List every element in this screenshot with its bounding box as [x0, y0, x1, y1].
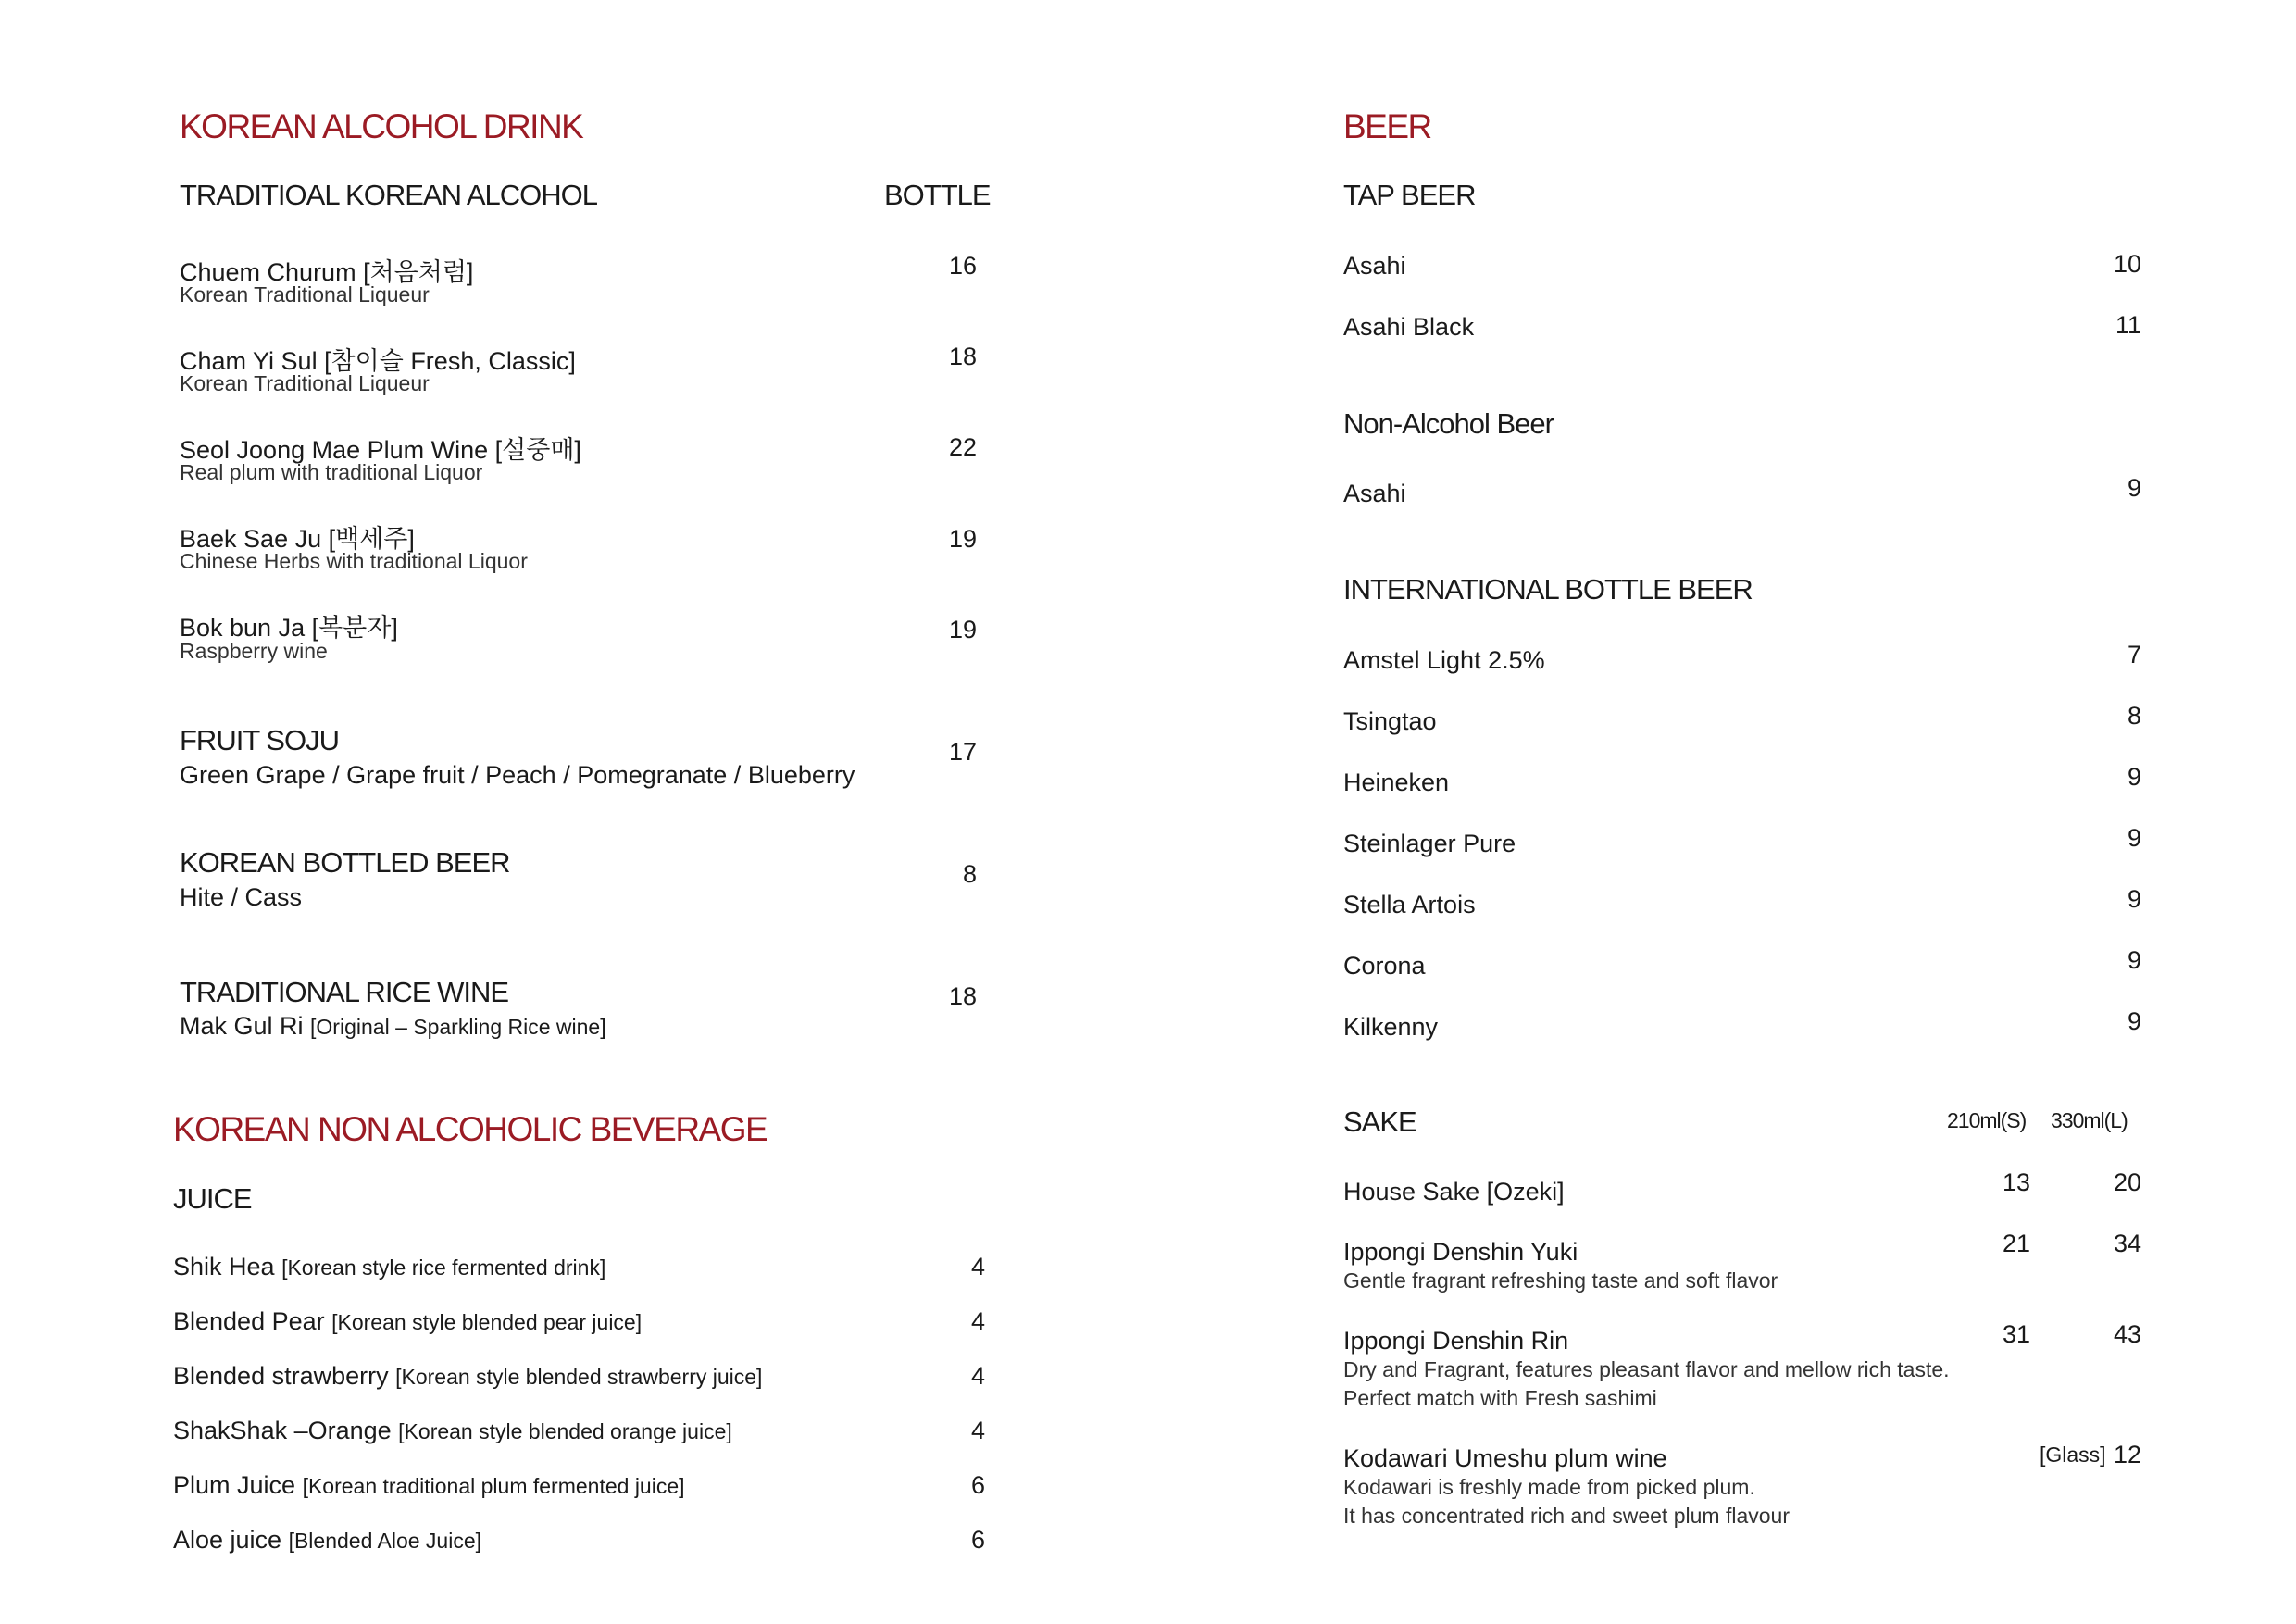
beer-item-name: Asahi Black	[1343, 313, 1475, 341]
juice-item: Plum Juice [Korean traditional plum fermented juice]	[173, 1471, 685, 1499]
beer-item-price: 9	[2127, 946, 2141, 974]
beer-item-price: 11	[2115, 311, 2141, 339]
beer-item-name: Kilkenny	[1343, 1013, 1439, 1041]
sake-col-large-label: 330ml(L)	[2051, 1108, 2128, 1132]
non-alcoholic-title: KOREAN NON ALCOHOLIC BEVERAGE	[173, 1110, 767, 1148]
beer-item-name: Asahi	[1343, 252, 1406, 280]
juice-price: 4	[970, 1362, 985, 1390]
juice-item: Aloe juice [Blended Aloe Juice]	[173, 1526, 482, 1554]
traditional-korean-alcohol-heading: TRADITIOAL KOREAN ALCOHOL	[180, 179, 598, 211]
menu-item-price: 19	[948, 525, 977, 553]
menu-item-price: 19	[948, 616, 977, 643]
juice-price: 4	[970, 1417, 985, 1444]
korean-bottled-beer-desc: Hite / Cass	[180, 883, 303, 911]
juice-price: 6	[970, 1471, 985, 1499]
sake-item-name: House Sake [Ozeki]	[1343, 1178, 1565, 1206]
non-alcohol-beer-heading: Non-Alcohol Beer	[1343, 407, 1554, 440]
menu-item-name: Chuem Churum [처음처럼]	[180, 258, 474, 286]
sake-price-large: 20	[2113, 1168, 2141, 1196]
tap-beer-heading: TAP BEER	[1343, 179, 1476, 211]
fruit-soju-heading: FRUIT SOJU	[180, 724, 339, 756]
sake-price-large: 43	[2113, 1320, 2141, 1348]
bottle-column-label: BOTTLE	[884, 179, 991, 211]
beer-item-price: 9	[2127, 763, 2141, 791]
international-bottle-beer-heading: INTERNATIONAL BOTTLE BEER	[1343, 573, 1753, 606]
beer-item-name: Heineken	[1343, 768, 1450, 796]
fruit-soju-desc: Green Grape / Grape fruit / Peach / Pomegranate / Blueberry	[180, 761, 855, 789]
menu-item-desc: Korean Traditional Liqueur	[180, 371, 430, 395]
beer-item-name: Asahi	[1343, 480, 1406, 507]
menu-item-name: Cham Yi Sul [참이슬 Fresh, Classic]	[180, 347, 576, 375]
sake-heading: SAKE	[1343, 1106, 1416, 1138]
menu-item-desc: Chinese Herbs with traditional Liquor	[180, 549, 528, 573]
umeshu-name: Kodawari Umeshu plum wine	[1343, 1444, 1667, 1472]
menu-item-desc: Raspberry wine	[180, 639, 328, 663]
sake-item-name: Ippongi Denshin Rin	[1343, 1327, 1569, 1355]
traditional-rice-wine-heading: TRADITIONAL RICE WINE	[180, 976, 509, 1008]
juice-price: 6	[970, 1526, 985, 1554]
sake-item-desc: Perfect match with Fresh sashimi	[1343, 1386, 1657, 1410]
sake-item-desc: Gentle fragrant refreshing taste and soft flavor	[1343, 1268, 1778, 1293]
menu-item-name: Bok bun Ja [복분자]	[180, 614, 398, 642]
sake-price-small: 13	[2002, 1168, 2030, 1196]
juice-item: Blended strawberry [Korean style blended strawberry juice]	[173, 1362, 763, 1390]
korean-bottled-beer-heading: KOREAN BOTTLED BEER	[180, 846, 510, 879]
sake-item-name: Ippongi Denshin Yuki	[1343, 1238, 1578, 1266]
menu-item-name: Seol Joong Mae Plum Wine [설중매]	[180, 436, 581, 464]
menu-item-price: 22	[948, 433, 977, 461]
sake-price-small: 21	[2002, 1230, 2030, 1257]
umeshu-desc: Kodawari is freshly made from picked plum.	[1343, 1475, 1755, 1499]
beer-item-name: Amstel Light 2.5%	[1343, 646, 1545, 674]
beer-item-price: 10	[2113, 250, 2141, 278]
umeshu-desc: It has concentrated rich and sweet plum flavour	[1343, 1504, 1790, 1528]
fruit-soju-price: 17	[948, 738, 977, 766]
menu-item-name: Baek Sae Ju [백세주]	[180, 525, 415, 553]
beer-item-name: Tsingtao	[1343, 707, 1437, 735]
beer-item-name: Steinlager Pure	[1343, 830, 1516, 857]
beer-item-price: 7	[2127, 641, 2141, 668]
beer-item-price: 9	[2127, 885, 2141, 913]
sake-price-small: 31	[2002, 1320, 2030, 1348]
beer-title: BEER	[1343, 107, 1431, 145]
umeshu-price: 12	[2113, 1441, 2141, 1468]
beer-item-price: 8	[2127, 702, 2141, 730]
beer-item-name: Stella Artois	[1343, 891, 1476, 918]
sake-price-large: 34	[2113, 1230, 2141, 1257]
juice-price: 4	[970, 1307, 985, 1335]
menu-item-desc: Korean Traditional Liqueur	[180, 282, 430, 306]
juice-heading: JUICE	[173, 1182, 252, 1215]
beer-item-price: 9	[2127, 1007, 2141, 1035]
korean-alcohol-title: KOREAN ALCOHOL DRINK	[180, 107, 583, 145]
juice-item: Shik Hea [Korean style rice fermented drink]	[173, 1253, 606, 1280]
juice-item: Blended Pear [Korean style blended pear juice]	[173, 1307, 643, 1335]
menu-item-price: 18	[948, 343, 977, 370]
beer-item-name: Corona	[1343, 952, 1426, 980]
beer-item-price: 9	[2127, 474, 2141, 502]
traditional-rice-wine-price: 18	[948, 982, 977, 1010]
sake-item-desc: Dry and Fragrant, features pleasant flavor and mellow rich taste.	[1343, 1357, 1950, 1381]
juice-item: ShakShak –Orange [Korean style blended orange juice]	[173, 1417, 732, 1444]
korean-bottled-beer-price: 8	[962, 860, 977, 888]
traditional-rice-wine-desc: Mak Gul Ri [Original – Sparkling Rice wine]	[180, 1012, 606, 1040]
beer-item-price: 9	[2127, 824, 2141, 852]
menu-item-desc: Real plum with traditional Liquor	[180, 460, 483, 484]
sake-col-small-label: 210ml(S)	[1947, 1108, 2027, 1132]
umeshu-glass-label: [Glass]	[2040, 1443, 2106, 1467]
menu-item-price: 16	[948, 252, 977, 280]
juice-price: 4	[970, 1253, 985, 1280]
